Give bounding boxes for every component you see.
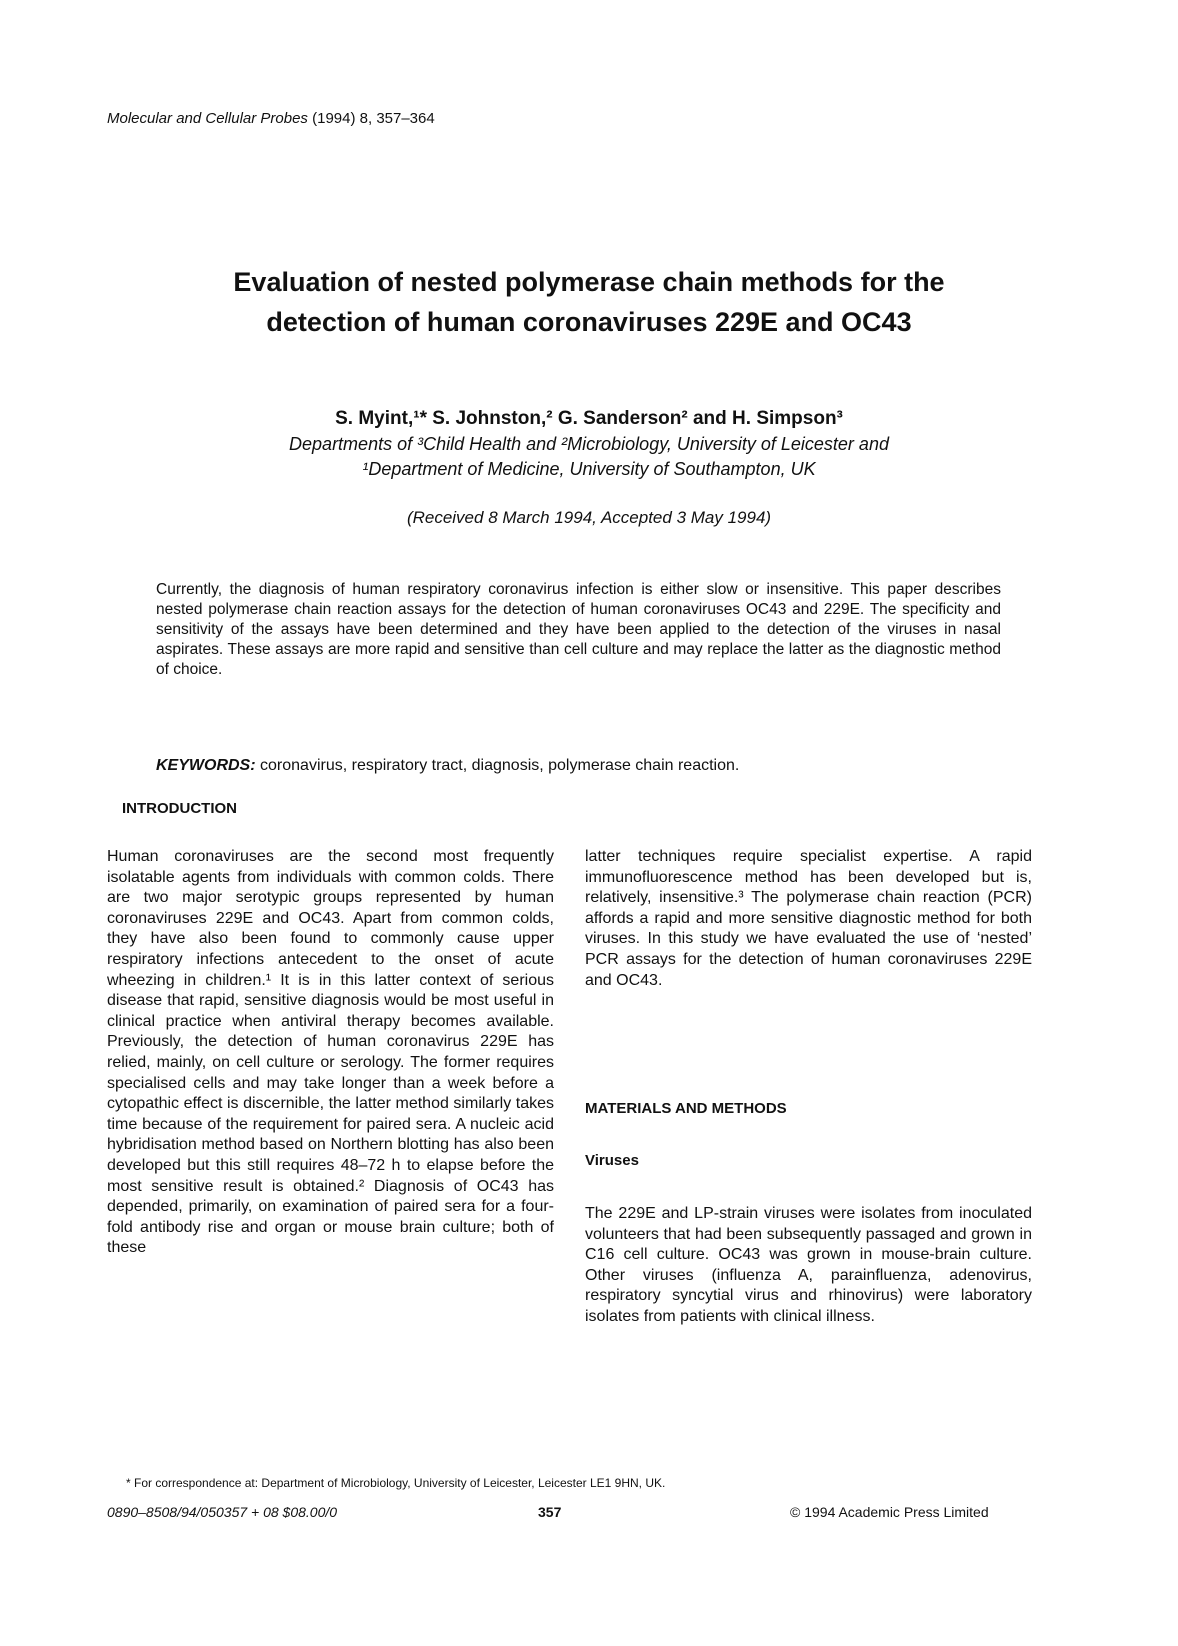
- keywords-list: coronavirus, respiratory tract, diagnosis, polymerase chain reaction.: [260, 757, 740, 774]
- introduction-left-column: Human coronaviruses are the second most frequently isolatable agents from individuals with common colds. There are two major serotypic groups represented by human coronaviruses 229E and OC43. Apart from common colds, they have also been found to commonly cause upper respiratory infections antecedent to the onset of acute wheezing in children.¹ It is in this latter context of serious disease that rapid, sensitive diagnosis would be most useful in clinical practice when antiviral therapy becomes available. Previously, the detection of human coronavirus 229E has relied, mainly, on cell culture or serology. The former requires specialised cells and may take longer than a week before a cytopathic effect is discernible, the latter method similarly takes time because of the requirement for paired sera. A nucleic acid hybridisation method based on Northern blotting has also been developed but this still requires 48–72 h to elapse before the most sensitive result is obtained.² Diagnosis of OC43 has depended, primarily, on examination of paired sera for a four-fold antibody rise and organ or mouse brain culture; both of these: [107, 848, 554, 1257]
- title-line-2: detection of human coronaviruses 229E and OC43: [266, 307, 912, 337]
- affiliations: [0, 432, 1178, 482]
- journal-citation: [107, 110, 435, 127]
- journal-volume: (1994) 8, 357–364: [312, 110, 435, 127]
- abstract: Currently, the diagnosis of human respiratory coronavirus infection is either slow or insensitive. This paper describes nested polymerase chain reaction assays for the detection of human coronaviruses OC43 and 229E. The specificity and sensitivity of the assays have been determined and they have been applied to the detection of the viruses in nasal aspirates. These assays are more rapid and sensitive than cell culture and may replace the latter as the diagnostic method of choice.: [156, 581, 1001, 678]
- affiliation-line-2: ¹Department of Medicine, University of Southampton, UK: [362, 459, 816, 479]
- introduction-heading: INTRODUCTION: [122, 800, 237, 817]
- affiliation-line-1: Departments of ³Child Health and ²Microbiology, University of Leicester and: [289, 434, 889, 454]
- correspondence-footnote: * For correspondence at: Department of Microbiology, University of Leicester, Leicester LE1 9HN, UK.: [126, 1476, 666, 1490]
- article-code: 0890–8508/94/050357 + 08 $08.00/0: [107, 1504, 338, 1520]
- keywords-label: KEYWORDS:: [156, 757, 256, 774]
- paper-title: [0, 262, 1178, 342]
- authors: S. Myint,¹* S. Johnston,² G. Sanderson² and H. Simpson³: [335, 408, 843, 429]
- received-dates: (Received 8 March 1994, Accepted 3 May 1994): [406, 508, 772, 527]
- title-line-1: Evaluation of nested polymerase chain methods for the: [233, 267, 945, 297]
- keywords: [156, 757, 1001, 775]
- methods-heading: MATERIALS AND METHODS: [585, 1100, 787, 1117]
- viruses-heading: Viruses: [585, 1152, 639, 1169]
- viruses-text: The 229E and LP-strain viruses were isolates from inoculated volunteers that had been subsequently passaged and grown in C16 cell culture. OC43 was grown in mouse-brain culture. Other viruses (influenza A, parainfluenza, adenovirus, respiratory syncytial virus and rhinovirus) were laboratory isolates from patients with clinical illness.: [585, 1205, 1032, 1325]
- page-number: 357: [538, 1504, 562, 1520]
- copyright: © 1994 Academic Press Limited: [790, 1504, 989, 1520]
- journal-name: Molecular and Cellular Probes: [107, 110, 308, 127]
- introduction-right-column: latter techniques require specialist expertise. A rapid immunofluorescence method has been developed but is, relatively, insensitive.³ The polymerase chain reaction (PCR) affords a rapid and more sensitive diagnostic method for both viruses. In this study we have evaluated the use of ‘nested’ PCR assays for the detection of human coronaviruses 229E and OC43.: [585, 848, 1032, 989]
